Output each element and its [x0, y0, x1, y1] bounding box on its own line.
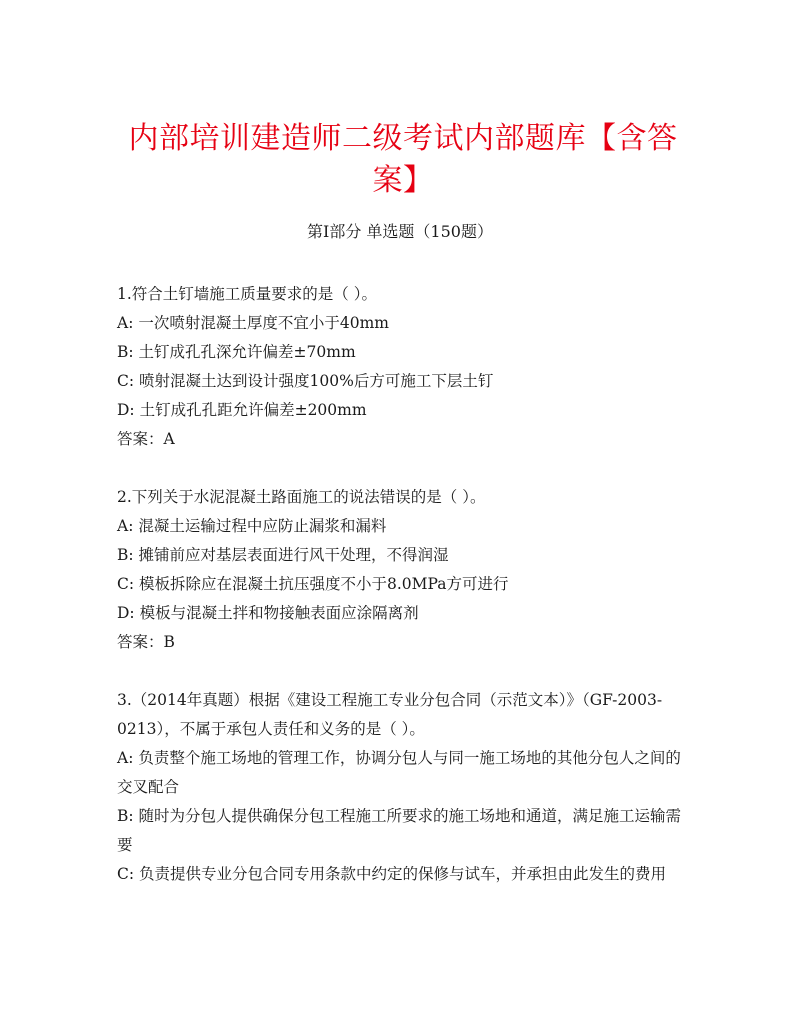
question-3: [117, 686, 687, 889]
option-c: C: 喷射混凝土达到设计强度100%后方可施工下层土钉: [117, 372, 494, 390]
option-d: D: 土钉成孔孔距允许偏差±200mm: [117, 401, 367, 419]
option-a: A: 混凝土运输过程中应防止漏浆和漏料: [117, 517, 387, 535]
option-b: B: 随时为分包人提供确保分包工程施工所要求的施工场地和通道，满足施工运输需要: [117, 807, 682, 854]
option-b: B: 土钉成孔孔深允许偏差±70mm: [117, 343, 356, 361]
option-a: A: 一次喷射混凝土厚度不宜小于40mm: [117, 314, 389, 332]
section-title: 第Ⅰ部分 单选题（150题）: [307, 222, 493, 241]
question-stem: 2.下列关于水泥混凝土路面施工的说法错误的是（ ）。: [117, 488, 486, 506]
question-list: [117, 280, 687, 918]
question-stem: 1.符合土钉墙施工质量要求的是（ ）。: [117, 285, 377, 303]
option-c: C: 负责提供专业分包合同专用条款中约定的保修与试车，并承担由此发生的费用: [117, 865, 667, 883]
question-2: [117, 483, 687, 657]
answer: 答案：B: [117, 633, 175, 651]
question-1: [117, 280, 687, 454]
option-a: A: 负责整个施工场地的管理工作，协调分包人与同一施工场地的其他分包人之间的交叉配合: [117, 749, 681, 796]
option-b: B: 摊铺前应对基层表面进行风干处理，不得润湿: [117, 546, 449, 564]
option-d: D: 模板与混凝土拌和物接触表面应涂隔离剂: [117, 604, 419, 622]
answer: 答案：A: [117, 430, 175, 448]
document-title: 内部培训建造师二级考试内部题库【含答案】: [128, 121, 678, 198]
option-c: C: 模板拆除应在混凝土抗压强度不小于8.0MPa方可进行: [117, 575, 509, 593]
question-stem: 3.（2014年真题）根据《建设工程施工专业分包合同（示范文本）》（GF-2003-0213），不属于承包人责任和义务的是（ ）。: [117, 691, 663, 738]
